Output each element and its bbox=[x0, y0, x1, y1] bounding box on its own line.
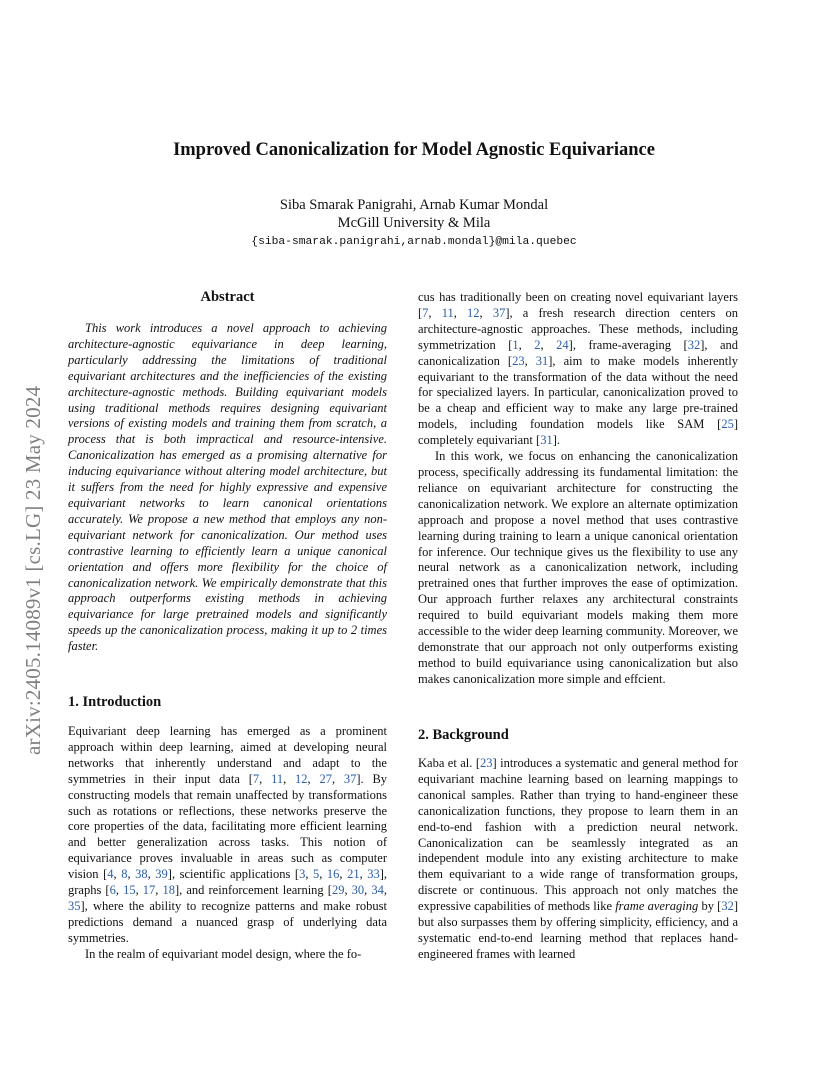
abstract-text: This work introduces a novel approach to achieving architecture-agnostic equivariance in deep learning, particularly addressing the limitations of traditional equivariant architectures and the inefficiencies of the existing architecture-agnostic methods. Building equivariant models using traditional methods requires designing equivariant versions of existing models and training them from scratch, a process that is both impractical and resource-intensive. Canonicalization has emerged as a promising alternative for inducing equivariance without altering model architecture, but it suffers from the need for highly expressive and expensive equivariant networks to learn canonical orientations accurately. We propose a new method that employs any non-equivariant network for canonicalization. Our method uses contrastive learning to efficiently learn a unique canonical orientation and offers more flexibility for the choice of canonicalization network. We empirically demonstrate that this approach outperforms existing methods in achieving equivariance for large pretrained models and significantly speeds up the canonicalization process, making it up to 2 times faster. bbox=[68, 321, 387, 654]
citation-link[interactable]: 11 bbox=[441, 305, 454, 320]
citation-link[interactable]: 5 bbox=[312, 867, 320, 882]
citation-link[interactable]: 25 bbox=[721, 417, 734, 432]
background-paragraph-1: Kaba et al. [23] introduces a systematic and general method for equivariant machine learning based on learning mappings to canonical samples. Rather than trying to hand-engineer these canonicalization functions, they propose to learn them in an end-to-end fashion with a prediction neural network. Canonicalization can be seamlessly integrated as an independent module into any existing architecture to make them equivariant to a wide range of transformation groups, discrete or continuous. This approach not only matches the expressive capabilities of methods like frame averaging by [32] but also surpasses them by offering simplicity, efficiency, and a systematic end-to-end learning method that replaces hand-engineered frames with learned bbox=[418, 756, 738, 961]
citation-link[interactable]: 23 bbox=[480, 756, 493, 770]
author-email[interactable]: {siba-smarak.panigrahi,arnab.mondal}@mila.quebec bbox=[251, 236, 577, 248]
citation-link[interactable]: 34 bbox=[371, 883, 384, 898]
citation-link[interactable]: 24 bbox=[556, 337, 569, 352]
intro-paragraph-2: In the realm of equivariant model design, where the fo- bbox=[85, 946, 362, 961]
abstract-heading: Abstract bbox=[200, 289, 255, 305]
background-body bbox=[418, 756, 738, 963]
citation-link[interactable]: 27 bbox=[319, 771, 332, 786]
emphasis-text: frame averaging bbox=[615, 899, 699, 914]
abstract-body bbox=[68, 321, 387, 655]
introduction-heading: 1. Introduction bbox=[68, 694, 162, 710]
citation-link[interactable]: 33 bbox=[367, 867, 380, 882]
citation-link[interactable]: 39 bbox=[155, 867, 168, 882]
citation-link[interactable]: 17 bbox=[142, 883, 156, 898]
citation-link[interactable]: 1 bbox=[512, 337, 519, 352]
citation-link[interactable]: 11 bbox=[271, 771, 284, 786]
citation-link[interactable]: 32 bbox=[687, 337, 701, 352]
author-list: Siba Smarak Panigrahi, Arnab Kumar Mondal bbox=[279, 197, 549, 213]
citation-link[interactable]: 8 bbox=[121, 867, 128, 882]
citation-link[interactable]: 29 bbox=[331, 883, 345, 898]
citation-link[interactable]: 18 bbox=[162, 883, 175, 898]
background-heading: 2. Background bbox=[418, 727, 509, 743]
citation-link[interactable]: 31 bbox=[540, 433, 553, 448]
citation-link[interactable]: 38 bbox=[135, 867, 148, 882]
citation-link[interactable]: 37 bbox=[492, 305, 506, 320]
arxiv-identifier: arXiv:2405.14089v1 [cs.LG] 23 May 2024 bbox=[21, 385, 45, 755]
affiliation: McGill University & Mila bbox=[337, 215, 491, 231]
citation-link[interactable]: 3 bbox=[299, 867, 306, 882]
intro-paragraph-1: Equivariant deep learning has emerged as a prominent approach within deep learning, aimed at developing neural networks that inherently understand and adapt to the symmetries in their input data [7, 11, 12, 27, 37]. By constructing models that remain unaffected by transformations such as rotations or reflections, these networks preserve the core properties of the data, facilitating more efficient learning and better generalization across tasks. This notion of equivariance proves invaluable in areas such as computer vision [4, 8, 38, 39], scientific applications [3, 5, 16, 21, 33], graphs [6, 15, 17, 18], and reinforcement learning [29, 30, 34, 35], where the ability to recognize patterns and make robust predictions demand a nuanced grasp of underlying data symmetries. bbox=[68, 724, 388, 945]
citation-link[interactable]: 21 bbox=[347, 867, 360, 882]
intro-paragraph-3: In this work, we focus on enhancing the canonicalization process, specifically addressing its fundamental limitation: the reliance on equivariant architecture for constructing the canonicalization network. We explore an alternate optimization approach and propose a novel method that uses contrastive learning during training to learn a unique canonical orientation for inference. Our technique gives us the flexibility to use any neural network as a canonicalization network, including pretrained ones that further improves the ease of optimization. Our approach further relaxes any architectural constraints required to build equivariant models making them more accessible to the wider deep learning community. Moreover, we demonstrate that our approach not only outperforms existing method to build equivariance using canonicalization but also makes canonicalization more simple and effcient. bbox=[418, 449, 738, 686]
citation-link[interactable]: 16 bbox=[326, 867, 340, 882]
citation-link[interactable]: 6 bbox=[109, 883, 116, 898]
citation-link[interactable]: 4 bbox=[107, 867, 114, 882]
paper-title: Improved Canonicalization for Model Agnostic Equivariance bbox=[173, 140, 655, 160]
citation-link[interactable]: 30 bbox=[351, 883, 365, 898]
citation-link[interactable]: 7 bbox=[252, 771, 260, 786]
citation-link[interactable]: 2 bbox=[534, 337, 541, 352]
introduction-body bbox=[68, 724, 387, 963]
citation-link[interactable]: 15 bbox=[123, 883, 136, 898]
citation-link[interactable]: 12 bbox=[295, 771, 308, 786]
citation-link[interactable]: 12 bbox=[467, 305, 480, 320]
citation-link[interactable]: 37 bbox=[343, 771, 357, 786]
citation-link[interactable]: 23 bbox=[512, 353, 525, 368]
citation-link[interactable]: 7 bbox=[422, 305, 429, 320]
citation-link[interactable]: 35 bbox=[68, 898, 81, 913]
citation-link[interactable]: 32 bbox=[721, 899, 734, 914]
intro-paragraph-2-cont: cus has traditionally been on creating novel equivariant layers [7, 11, 12, 37], a fresh research direction centers on architecture-agnostic approaches. These methods, including symmetrization [1, 2, 24], frame-averaging [32], and canonicalization [23, 31], aim to make models inherently equivariant to the transformation of the data without the need for specialized layers. In particular, canonicalization proved to be a cheap and efficient way to make any large pre-trained models, including foundation models like SAM [25] completely equivariant [31]. bbox=[418, 290, 739, 448]
citation-link[interactable]: 31 bbox=[535, 353, 549, 368]
introduction-continued bbox=[418, 290, 738, 688]
